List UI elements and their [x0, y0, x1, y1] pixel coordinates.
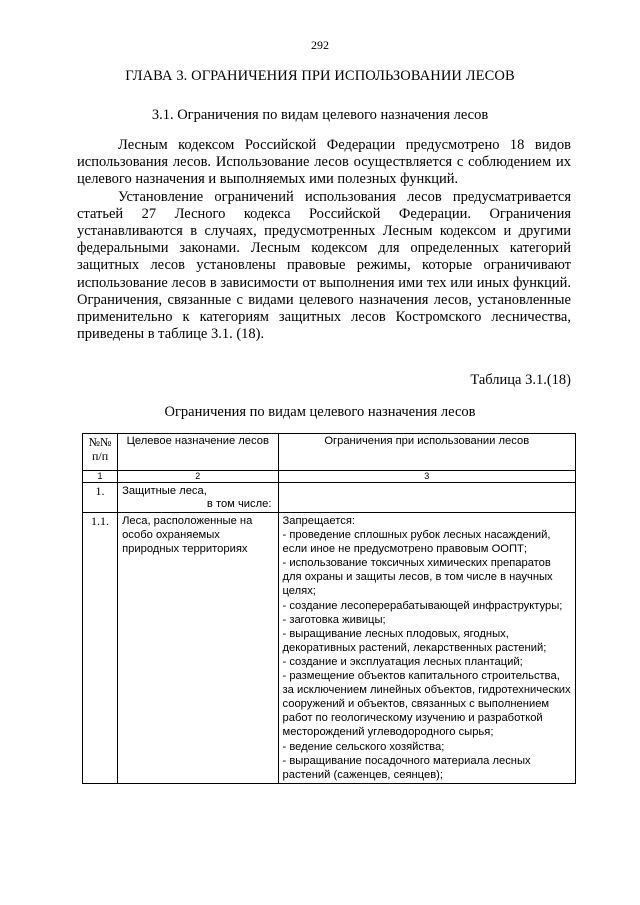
restriction-item: - выращивание лесных плодовых, ягодных, декоративных растений, лекарственных растений; [282, 627, 547, 654]
column-number: 1 [83, 471, 118, 483]
paragraph: Лесным кодексом Российской Федерации предусмотрено 18 видов использования лесов. Использование лесов осуществляется с соблюдением их целевого назначения и выполняемых ими полезных функций. [77, 137, 571, 188]
restriction-item: - создание лесоперерабатывающей инфраструктуры; [282, 599, 563, 612]
row-number: 1.1. [83, 513, 118, 784]
restriction-item: - использование токсичных химических препаратов для охраны и защиты лесов, в том числе в научных целях; [282, 557, 553, 598]
header-purpose: Целевое назначение лесов [118, 434, 278, 471]
purpose-cell [118, 483, 278, 513]
header-restrictions: Ограничения при использовании лесов [278, 434, 576, 471]
section-title: 3.1. Ограничения по видам целевого назначения лесов [151, 107, 489, 123]
restriction-item: - создание и эксплуатация лесных плантаций; [282, 655, 523, 668]
purpose-main: Защитные леса, [122, 485, 207, 497]
chapter-title: ГЛАВА 3. ОГРАНИЧЕНИЯ ПРИ ИСПОЛЬЗОВАНИИ ЛЕСОВ [125, 68, 515, 84]
table-caption: Таблица 3.1.(18) [470, 372, 571, 388]
column-number-row [83, 471, 576, 483]
column-number: 3 [278, 471, 576, 483]
restrictions-cell [278, 483, 576, 513]
row-number: 1. [83, 483, 118, 513]
restriction-item: - заготовка живицы; [282, 613, 386, 626]
table-header-row [83, 434, 576, 471]
column-number: 2 [118, 471, 278, 483]
table-title: Ограничения по видам целевого назначения лесов [164, 404, 476, 420]
purpose-cell: Леса, расположенные на особо охраняемых природных территориях [118, 513, 278, 784]
restrictions-cell [278, 513, 576, 784]
paragraph: Установление ограничений использования лесов предусматривается статьей 27 Лесного кодекса Российской Федерации. Ограничения устанавливаются в случаях, предусмотренных Лесным кодексом и другими федеральными законами. Лесным кодексом для определенных категорий защитных лесов установлены правовые режимы, которые ограничивают использование лесов в зависимости от выполнения ими тех или иных функций. Ограничения, связанные с видами целевого назначения лесов, установленные применительно к категориям защитных лесов Костромского лесничества, приведены в таблице 3.1. (18). [77, 188, 571, 343]
restriction-item: - ведение сельского хозяйства; [282, 740, 445, 753]
restriction-item: - проведение сплошных рубок лесных насаждений, если иное не предусмотрено правовым ООПТ; [282, 529, 551, 556]
restriction-item: - размещение объектов капитального строительства, за исключением линейных объектов, гидротехнических сооружений и объектов, связанных с выполнением работ по геологическому изучению и разработкой месторождений углеводородного сырья; [282, 670, 571, 739]
table-row [83, 513, 576, 784]
header-number: №№ п/п [83, 434, 118, 471]
restriction-item: - выращивание посадочного материала лесных растений (саженцев, сеянцев); [282, 754, 531, 781]
table-row [83, 483, 576, 513]
restrictions-head: Запрещается: [282, 515, 356, 527]
purpose-sub: в том числе: [206, 498, 272, 510]
page-number: 292 [311, 38, 329, 52]
restrictions-table [82, 433, 576, 784]
body-text [77, 137, 571, 343]
